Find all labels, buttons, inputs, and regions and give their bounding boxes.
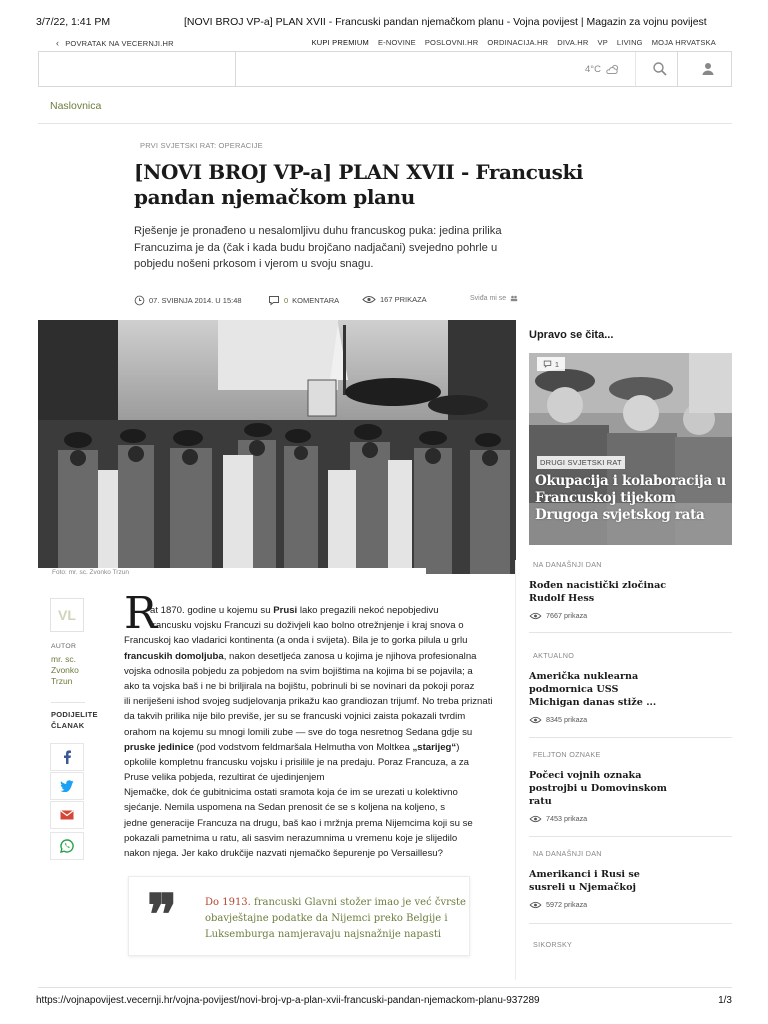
weather-widget[interactable] [585, 63, 621, 75]
user-icon[interactable] [699, 60, 717, 78]
print-datetime: 3/7/22, 1:41 PM [36, 16, 111, 28]
body-text-segment: at 1870. godine u kojemu su [150, 605, 274, 616]
sidebar-item-divider [529, 923, 732, 924]
sidebar-article-category: NA DANAŠNJI DAN [533, 560, 602, 569]
sidebar-item-divider [529, 737, 732, 738]
body-line: francusku vojsku Francuzi su doživjeli kao bolno otrežnjenje i kraj snova o [150, 620, 464, 632]
sidebar-article-views [529, 611, 732, 620]
share-label-line: PODIJELITE [51, 710, 98, 719]
sidebar-article-title: Američka nuklearna podmornica USS Michigan danas stiže ... [529, 671, 657, 708]
views-count: 8345 prikaza [546, 715, 588, 724]
body-line: opkolile kompletnu francusku vojsku i prisilile je na predaju. Poraz Francuza, a za [124, 756, 470, 768]
print-header [36, 16, 732, 30]
author-avatar: VL [50, 598, 84, 632]
share-twitter-button[interactable] [50, 772, 84, 800]
portal-link-living[interactable]: LIVING [616, 38, 643, 47]
article-category[interactable]: PRVI SVJETSKI RAT: OPERACIJE [140, 141, 263, 150]
body-line [124, 740, 508, 755]
portal-link-kupi-premium[interactable]: KUPI PREMIUM [311, 38, 369, 47]
people-icon [510, 295, 518, 302]
print-page-number: 1/3 [718, 995, 732, 1006]
sidebar-article[interactable] [529, 651, 732, 724]
body-line: jedne generacije Francuza na drugu, baš kao i mržnja prema Nijemcima koji su se [124, 817, 473, 829]
pull-quote-highlight: Do 1913. [205, 897, 251, 908]
portal-links [312, 38, 716, 47]
sidebar-article-title: Počeci vojnih oznaka postrojbi u Domovinskom ratu [529, 770, 667, 807]
pull-quote-body: francuski Glavni stožer imao je već čvrste obavještajne podatke da Nijemci preko Belgije i Luksemburga namjeravaju najsnažnije napasti [205, 897, 466, 940]
comments-label: KOMENTARA [292, 296, 340, 305]
body-line: da takvih prilika nije bilo previše, jer su se francuski vojnici zaista pokazali tvrdim [124, 711, 466, 723]
sidebar-article-category: FELJTON OZNAKE [533, 750, 601, 759]
eye-icon [529, 815, 542, 823]
body-line: sjećanje. Nemila uspomena na Sedan prenosit će se s koljena na koljeno, s [124, 802, 446, 814]
views-count: 7667 prikaza [546, 611, 588, 620]
facebook-like-widget[interactable] [470, 295, 518, 302]
body-text-segment: , nakon desetljeća zanosa u kojima je njihova profesionalna [223, 650, 477, 662]
pull-quote [128, 876, 470, 956]
sidebar-article-views [529, 900, 732, 909]
hero-photo-image [38, 320, 516, 574]
portal-link-diva[interactable]: DIVA.HR [557, 38, 589, 47]
body-line [124, 649, 508, 664]
clock-icon [134, 295, 145, 306]
twitter-icon [60, 780, 74, 792]
back-link-label: POVRATAK NA VECERNJI.HR [65, 38, 174, 48]
portal-link-e-novine[interactable]: E-NOVINE [377, 38, 416, 47]
share-whatsapp-button[interactable] [50, 832, 84, 860]
sidebar-article-views [529, 814, 732, 823]
body-text-segment: lako pregazili nekoć nepobjedivu [297, 605, 439, 616]
body-bold-link[interactable]: francuskih domoljuba [124, 650, 224, 662]
back-to-vecernji-link[interactable] [56, 38, 174, 48]
author-name-line: Zvonko [51, 665, 79, 675]
nav-divider [235, 52, 236, 86]
headline-line: [NOVI BROJ VP-a] PLAN XVII - Francuski [134, 160, 584, 184]
sidebar-article[interactable] [529, 940, 732, 949]
author-divider [51, 702, 85, 703]
whatsapp-icon [60, 839, 74, 853]
sidebar-article-category: AKTUALNO [533, 651, 575, 660]
article-headline [134, 160, 604, 210]
article-meta [134, 292, 514, 308]
sidebar-item-divider [529, 836, 732, 837]
body-line: Francuskoj kao vladarici kontinenta (a onda i svijeta). Bila je to gorka pilula u grlu [124, 635, 468, 647]
eye-icon [529, 612, 542, 620]
body-text-segment: ) [456, 741, 460, 753]
nav-divider [635, 52, 636, 86]
share-label [51, 709, 98, 731]
body-bold-link[interactable]: Prusi [273, 605, 298, 616]
chevron-left-icon: ‹ [56, 38, 60, 48]
author-name-line: Trzun [51, 676, 73, 686]
main-nav-bar [38, 51, 732, 87]
body-line: nakon njega. Jer kako drukčije nazvati njemačko šepurenje po Versaillesu? [124, 848, 443, 859]
author-label: AUTOR [51, 643, 77, 650]
publish-date: 07. SVIBNJA 2014. U 15:48 [149, 296, 242, 305]
sidebar-article-title: Rođen nacistički zločinac Rudolf Hess [529, 580, 667, 604]
sidebar-item-divider [529, 632, 732, 633]
body-line [124, 603, 508, 618]
comment-icon [543, 360, 552, 368]
share-label-line: ČLANAK [51, 721, 85, 730]
body-line: orahom na kojemu su mnogi lomili zube — sve do toga nesretnog Sedana gdje su [124, 726, 473, 738]
weather-temp: 4°C [585, 63, 601, 75]
headline-line: pandan njemačkom planu [134, 185, 415, 209]
body-bold-link[interactable]: pruske jedinice [124, 741, 194, 753]
sidebar-article[interactable] [529, 750, 732, 823]
meta-date [134, 295, 242, 306]
nav-divider [677, 52, 678, 86]
body-line: Njemačke, dok će gubitnicima ostati sramota koja će im se urezati u kolektivno [124, 787, 458, 799]
article-body [124, 603, 508, 861]
article-lead: Rješenje je pronađeno u nesalomljivu duhu francuskog puka: jedina prilika Francuzima je da (čak i kada budu brojčano nadjačani) svejedno pohrle u pobjedu nošeni prkosom i vjerom u svoju snagu. [134, 225, 502, 270]
sidebar-article-views [529, 715, 732, 724]
print-url: https://vojnapovijest.vecernji.hr/vojna-povijest/novi-broj-vp-a-plan-xvii-francuski-pandan-njemackom-planu-937289 [36, 995, 540, 1006]
meta-views [362, 295, 427, 304]
header-divider [38, 123, 732, 124]
featured-article-tag: DRUGI SVJETSKI RAT [537, 456, 625, 469]
print-doc-title: [NOVI BROJ VP-a] PLAN XVII - Francuski pandan njemačkom planu - Vojna povijest | Magazin za vojnu povijest [184, 16, 707, 28]
share-facebook-button[interactable] [50, 743, 84, 771]
sidebar-article[interactable] [529, 560, 732, 620]
article-dropcap: R [124, 588, 158, 639]
body-text-segment: (pod vodstvom feldmaršala Helmutha von Moltkea [193, 741, 413, 753]
eye-icon [529, 901, 542, 909]
body-line: ako ta vojska baš i ne bi briljirala na bojištu, pobrinuli bi se novinari da pokoji poraz [124, 680, 475, 692]
body-line: pokazali pametnima u ratu, ali sasvim nerazumnima u vremenu koje je slijedilo [124, 832, 458, 844]
sidebar-article-title: Amerikanci i Rusi se susreli u Njemačkoj [529, 869, 640, 893]
body-line: ili neriješeni ishod svojeg sudjelovanja prikažu kao grandiozan trijumf. No treba priznati [124, 696, 493, 708]
author-name-line: mr. sc. [51, 654, 77, 664]
portal-link-poslovni[interactable]: POSLOVNI.HR [424, 38, 479, 47]
like-label: Sviđa mi se [470, 295, 507, 302]
views-count: 7453 prikaza [546, 814, 588, 823]
mail-icon [60, 810, 74, 820]
body-line: vojska odnosila pobjedu za pobjedom na svim bojištima na kojima bi se pojavila; a [124, 665, 473, 677]
featured-comments-badge [537, 357, 565, 371]
comment-icon [268, 295, 280, 306]
sidebar-divider [515, 560, 516, 980]
portal-link-ordinacija[interactable]: ORDINACIJA.HR [487, 38, 549, 47]
quote-mark-icon: ❞ [147, 882, 178, 948]
pull-quote-text [205, 895, 467, 943]
sidebar-article-category: NA DANAŠNJI DAN [533, 849, 602, 858]
facebook-icon [62, 750, 72, 764]
featured-article-title: Okupacija i kolaboracija u Francuskoj tijekom Drugoga svjetskog rata [535, 473, 726, 523]
top-utility-bar [38, 38, 730, 50]
cloud-sun-icon [605, 63, 621, 75]
hero-photo [38, 320, 516, 574]
search-icon[interactable] [651, 60, 669, 78]
breadcrumb-home[interactable]: Naslovnica [50, 100, 102, 112]
eye-icon [362, 295, 376, 304]
body-bold-text: „starijeg“ [412, 741, 457, 753]
meta-comments[interactable] [268, 295, 339, 306]
body-line: Pruse velika pobjeda, rezultirat će ujedinjenjem [124, 772, 325, 784]
photo-credit: Foto: mr. sc. Zvonko Trzun [38, 568, 426, 578]
portal-link-moja-hrvatska[interactable]: MOJA HRVATSKA [651, 38, 716, 47]
sidebar-title: Upravo se čita... [529, 329, 614, 341]
footer-divider [38, 987, 732, 988]
eye-icon [529, 716, 542, 724]
portal-link-vp[interactable]: VP [597, 38, 608, 47]
views-count: 5972 prikaza [546, 900, 588, 909]
featured-article-card[interactable] [529, 353, 732, 545]
comments-count: 0 [284, 296, 289, 305]
featured-comments-count: 1 [554, 359, 560, 369]
author-name[interactable] [51, 654, 97, 687]
views-count: 167 PRIKAZA [380, 295, 427, 304]
sidebar-article-category: SIKORSKY [533, 940, 573, 949]
share-email-button[interactable] [50, 801, 84, 829]
sidebar-article[interactable] [529, 849, 732, 909]
